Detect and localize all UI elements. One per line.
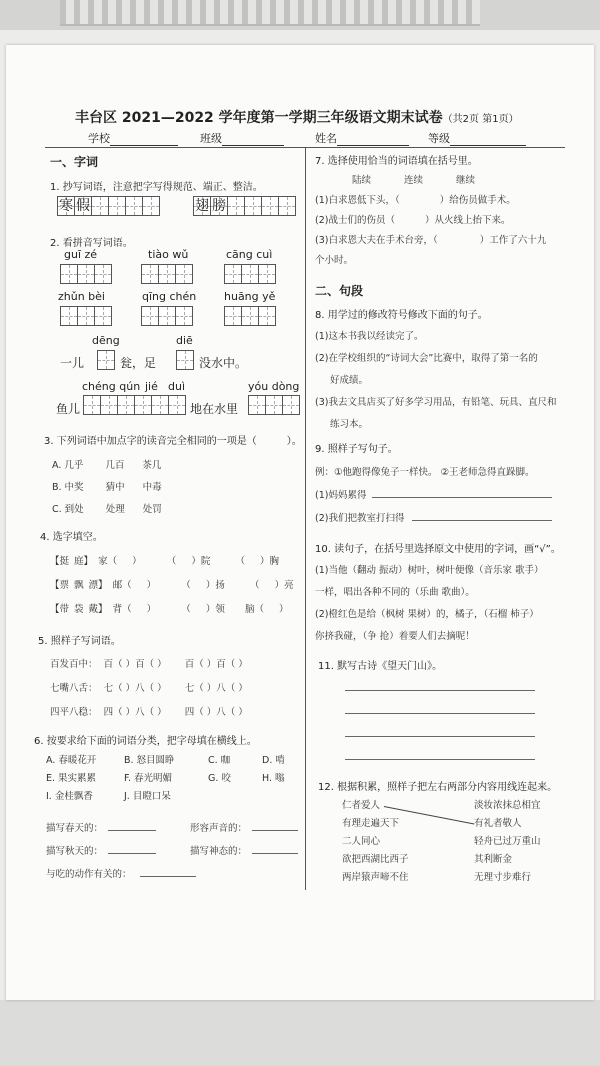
q7-line: (3)白求恩大夫在手术台旁，（ ）工作了六十九 [315, 235, 547, 246]
name-label: 姓名 [315, 132, 337, 145]
q10-line: (1)当他（翻动 振动）树叶，树叶便像（音乐家 歌手） [315, 565, 544, 576]
write-cell[interactable] [91, 196, 109, 216]
q9-example: 例：①他跑得像兔子一样快。 ②王老师急得直跺脚。 [315, 467, 535, 478]
q12-right-item[interactable]: 无理寸步难行 [474, 872, 532, 883]
section1-title: 一、字词 [50, 155, 99, 169]
pinyin: qīng chén [142, 290, 197, 303]
write-cell[interactable] [151, 395, 169, 415]
write-cell[interactable] [60, 306, 78, 326]
q6-opt: B. 怒目圆睁 [124, 755, 175, 766]
write-cell[interactable] [241, 264, 259, 284]
write-cell[interactable] [125, 196, 143, 216]
q9-blank2[interactable] [412, 520, 552, 521]
s1-text-b: 瓮，足 [120, 356, 157, 370]
write-cell[interactable] [224, 306, 242, 326]
desk-background-top [0, 0, 600, 30]
q6-opt: H. 嗡 [262, 773, 285, 784]
q11-blank[interactable] [345, 713, 535, 714]
q7-word: 陆续 [352, 175, 372, 186]
write-cell[interactable] [108, 196, 126, 216]
answer-grid [60, 306, 111, 326]
write-cell[interactable] [158, 306, 176, 326]
title-text: 丰台区 2021—2022 学年度第一学期三年级语文期末试卷 [75, 110, 443, 126]
q12-right-item[interactable]: 其利断金 [474, 854, 513, 865]
q12-left-item[interactable]: 两岸猿声啼不住 [342, 872, 409, 883]
pinyin: guī zé [64, 248, 98, 261]
pinyin: jié [145, 380, 158, 393]
write-cell[interactable] [142, 196, 160, 216]
answer-grid [224, 264, 275, 284]
write-cell[interactable] [94, 264, 112, 284]
q11-prompt: 11. 默写古诗《望天门山》。 [318, 661, 443, 672]
q6-fill-blank[interactable] [108, 853, 156, 854]
s2-text-a: 鱼儿 [56, 402, 81, 416]
q7-line: (2)战士们的伤员（ ）从火线上抬下来。 [315, 215, 511, 226]
q8-line: (3)我去文具店买了好多学习用品，有铅笔、玩具、直尺和 [315, 397, 557, 408]
q8-prompt: 8. 用学过的修改符号修改下面的句子。 [315, 310, 488, 321]
write-cell[interactable] [227, 196, 245, 216]
write-cell[interactable] [258, 306, 276, 326]
q6-opt: D. 啃 [262, 755, 285, 766]
write-cell[interactable] [141, 306, 159, 326]
char-cell: 假 [76, 198, 90, 214]
school-label: 学校 [88, 132, 110, 145]
q2-prompt: 2. 看拼音写词语。 [50, 238, 133, 249]
q12-right-item[interactable]: 淡妆浓抹总相宜 [474, 800, 541, 811]
write-cell[interactable] [241, 306, 259, 326]
q10-line: 你挤我碰，（争 抢）着要人们去摘呢！ [315, 631, 475, 642]
q4-row: 【票 飘 漂】 邮（ ） （ ）扬 （ ）亮 [50, 580, 294, 591]
write-cell[interactable] [244, 196, 262, 216]
s1-text-c: 没水中。 [199, 356, 248, 370]
q9-blank1[interactable] [372, 497, 552, 498]
q6-opt: J. 目瞪口呆 [124, 791, 171, 802]
write-cell[interactable] [134, 395, 152, 415]
q8-line: 好成绩。 [330, 375, 369, 386]
column-divider [305, 148, 306, 890]
answer-grid [224, 306, 275, 326]
write-cell[interactable] [83, 395, 101, 415]
q6-fill-blank[interactable] [252, 853, 298, 854]
write-cell[interactable] [224, 264, 242, 284]
q7-line: 个小时。 [315, 255, 354, 266]
pinyin: zhǔn bèi [58, 290, 105, 303]
write-cell[interactable] [97, 350, 115, 370]
pinyin: chéng qún [82, 380, 141, 393]
write-cell[interactable] [158, 264, 176, 284]
q6-opt: C. 咖 [208, 755, 231, 766]
q10-prompt: 10. 读句子，在括号里选择原文中使用的字词，画“√”。 [315, 544, 561, 555]
write-cell[interactable] [117, 395, 135, 415]
write-cell[interactable] [141, 264, 159, 284]
q12-left-item[interactable]: 二人同心 [342, 836, 381, 847]
char-cell: 翅 [195, 198, 209, 214]
pinyin: yóu dòng [248, 380, 300, 393]
write-cell[interactable] [77, 264, 95, 284]
q8-line: (1)这本书我以经读完了。 [315, 331, 424, 342]
q5-row: 百发百中： 百（ ）百（ ） 百（ ）百（ ） [50, 659, 248, 670]
q11-blank[interactable] [345, 690, 535, 691]
q6-fill-label: 描写秋天的： [46, 846, 104, 857]
q11-blank[interactable] [345, 759, 535, 760]
write-cell[interactable] [94, 306, 112, 326]
pinyin: huāng yě [224, 290, 276, 303]
q5-row: 七嘴八舌： 七（ ）八（ ） 七（ ）八（ ） [50, 683, 248, 694]
section2-title: 二、句段 [315, 284, 364, 298]
q5-prompt: 5. 照样子写词语。 [38, 636, 121, 647]
class-blank[interactable] [222, 145, 284, 146]
answer-grid [83, 395, 185, 415]
answer-grid [141, 264, 192, 284]
q12-right-item[interactable]: 轻舟已过万重山 [474, 836, 541, 847]
q12-prompt: 12. 根据积累，照样子把左右两部分内容用线连起来。 [318, 782, 558, 793]
q4-row: 【带 袋 戴】 背（ ） （ ）领 脑（ ） [50, 604, 289, 615]
name-blank[interactable] [337, 145, 409, 146]
char-cell: 寒 [59, 198, 73, 214]
s1-text-a: 一儿 [60, 356, 85, 370]
write-cell[interactable] [175, 306, 193, 326]
q6-opt: E. 果实累累 [46, 773, 97, 784]
q3-option-a[interactable]: A. 几乎 几百 茶几 [52, 460, 162, 471]
field-school [88, 130, 178, 146]
write-cell[interactable] [60, 264, 78, 284]
q12-left-item[interactable]: 欲把西湖比西子 [342, 854, 409, 865]
pinyin: tiào wǔ [148, 248, 189, 261]
q3-prompt: 3. 下列词语中加点字的读音完全相同的一项是（ ）。 [44, 436, 302, 447]
q6-fill-label: 与吃的动作有关的： [46, 869, 132, 880]
answer-grid [60, 264, 111, 284]
write-cell[interactable] [258, 264, 276, 284]
q6-fill-label: 形容声音的： [190, 823, 248, 834]
q4-prompt: 4. 选字填空。 [40, 532, 103, 543]
pinyin: cāng cuì [226, 248, 273, 261]
desk-background-bottom [0, 1000, 600, 1066]
pinyin: diē [176, 334, 193, 347]
paper-title [75, 107, 519, 127]
q9-line2: (2)我们把教室打扫得 [315, 513, 405, 524]
q7-prompt: 7. 选择使用恰当的词语填在括号里。 [315, 156, 478, 167]
q3-option-b[interactable]: B. 中奖 猜中 中毒 [52, 482, 162, 493]
q6-fill-blank[interactable] [252, 830, 298, 831]
q10-line: 一样，唱出各种不同的（乐曲 歌曲）。 [315, 587, 475, 598]
write-cell[interactable] [248, 395, 266, 415]
write-cell[interactable] [278, 196, 296, 216]
write-cell[interactable] [265, 395, 283, 415]
write-cell[interactable] [77, 306, 95, 326]
q6-fill-label: 描写神态的： [190, 846, 248, 857]
char-cell: 膀 [212, 198, 226, 214]
q7-word: 继续 [456, 175, 476, 186]
pinyin: dēng [92, 334, 120, 347]
q12-left-item[interactable]: 仁者爱人 [342, 800, 381, 811]
q6-fill-blank[interactable] [140, 876, 196, 877]
field-level [428, 130, 526, 146]
q6-opt: I. 金桂飘香 [46, 791, 93, 802]
write-cell[interactable] [175, 264, 193, 284]
answer-grid [176, 350, 193, 370]
page-note: （共2页 第1页） [442, 114, 519, 125]
q6-opt: F. 春光明媚 [124, 773, 172, 784]
q9-prompt: 9. 照样子写句子。 [315, 444, 398, 455]
pinyin: duì [168, 380, 186, 393]
q1-word2-grid [193, 196, 295, 216]
q7-line: (1)白求恩低下头，（ ）给伤员做手术。 [315, 195, 516, 206]
field-class [200, 130, 284, 146]
q6-fill-blank[interactable] [108, 830, 156, 831]
q12-left-item[interactable]: 有理走遍天下 [342, 818, 400, 829]
q4-row: 【挺 庭】 家（ ） （ ）院 （ ）胸 [50, 556, 280, 567]
q6-opt: A. 春暖花开 [46, 755, 97, 766]
answer-grid [141, 306, 192, 326]
s2-text-b: 地在水里 [190, 402, 239, 416]
q1-word1-grid [57, 196, 159, 216]
write-cell[interactable] [168, 395, 186, 415]
q3-option-c[interactable]: C. 到处 处理 处罚 [52, 504, 162, 515]
q5-row: 四平八稳： 四（ ）八（ ） 四（ ）八（ ） [50, 707, 248, 718]
class-label: 班级 [200, 132, 222, 145]
answer-grid [97, 350, 114, 370]
device-grill [60, 0, 480, 26]
q10-line: (2)橙红色是给（枫树 果树）的，橘子，（石榴 柿子） [315, 609, 539, 620]
school-blank[interactable] [110, 145, 178, 146]
q11-blank[interactable] [345, 736, 535, 737]
level-label: 等级 [428, 132, 450, 145]
q8-line: 练习本。 [330, 419, 369, 430]
write-cell[interactable] [100, 395, 118, 415]
level-blank[interactable] [450, 145, 526, 146]
q6-prompt: 6. 按要求给下面的词语分类，把字母填在横线上。 [34, 736, 257, 747]
q7-word: 连续 [404, 175, 424, 186]
answer-grid [248, 395, 299, 415]
q8-line: (2)在学校组织的“诗词大会”比赛中，取得了第一名的 [315, 353, 538, 364]
field-name [315, 130, 409, 146]
q1-prompt: 1. 抄写词语，注意把字写得规范、端正、整洁。 [50, 182, 263, 193]
q6-fill-label: 描写春天的： [46, 823, 104, 834]
write-cell[interactable] [176, 350, 194, 370]
q9-line1: (1)妈妈累得 [315, 490, 367, 501]
q6-opt: G. 咬 [208, 773, 231, 784]
write-cell[interactable] [261, 196, 279, 216]
write-cell[interactable] [282, 395, 300, 415]
q12-right-item[interactable]: 有礼者敬人 [474, 818, 522, 829]
